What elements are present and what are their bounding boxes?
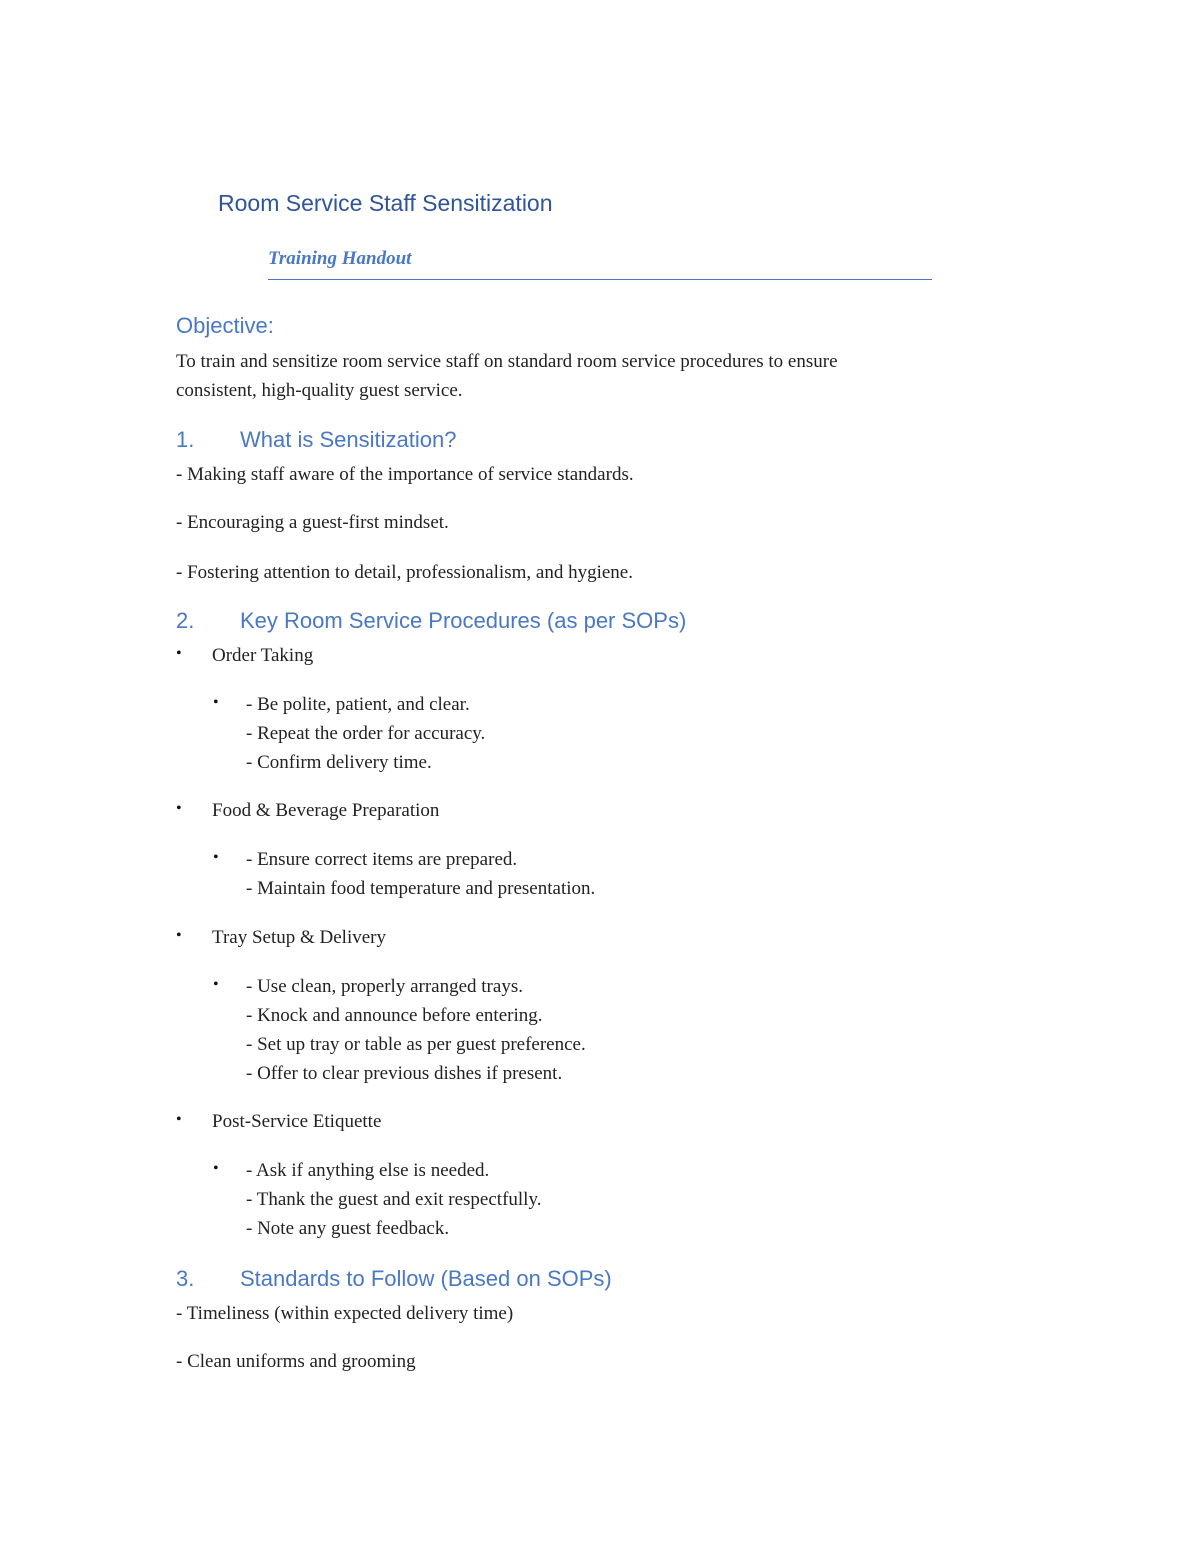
procedure-detail: - Ensure correct items are prepared. — [246, 849, 518, 870]
procedure-label: Order Taking — [212, 645, 314, 666]
procedure-detail: - Repeat the order for accuracy. — [246, 723, 486, 744]
bullet-icon: • — [213, 1160, 219, 1177]
bullet-icon: • — [213, 694, 219, 711]
procedure-detail: - Ask if anything else is needed. — [246, 1160, 490, 1181]
procedure-label: Post-Service Etiquette — [212, 1111, 382, 1132]
objective-heading: Objective: — [176, 313, 274, 338]
procedure-detail: - Maintain food temperature and presentation. — [246, 878, 596, 899]
section-3-item: - Clean uniforms and grooming — [176, 1351, 416, 1372]
procedure-detail: - Set up tray or table as per guest preference. — [246, 1034, 586, 1055]
objective-line-2: consistent, high-quality guest service. — [176, 380, 463, 401]
bullet-icon: • — [213, 976, 219, 993]
section-2-number: 2. — [176, 608, 195, 633]
document-subtitle: Training Handout — [268, 248, 412, 269]
bullet-icon: • — [176, 645, 182, 662]
objective-line-1: To train and sensitize room service staff on standard room service procedures to ensure — [176, 351, 838, 372]
procedure-label: Food & Beverage Preparation — [212, 800, 440, 821]
procedure-label: Tray Setup & Delivery — [212, 927, 386, 948]
bullet-icon: • — [176, 800, 182, 817]
procedure-detail: - Note any guest feedback. — [246, 1218, 450, 1239]
procedure-detail: - Use clean, properly arranged trays. — [246, 976, 523, 997]
section-3-title: Standards to Follow (Based on SOPs) — [240, 1266, 612, 1291]
subtitle-underline — [268, 279, 932, 280]
bullet-icon: • — [213, 849, 219, 866]
document-title: Room Service Staff Sensitization — [218, 190, 553, 216]
section-1-item: - Encouraging a guest-first mindset. — [176, 512, 449, 533]
section-1-title: What is Sensitization? — [240, 427, 457, 452]
section-1-item: - Fostering attention to detail, professionalism, and hygiene. — [176, 562, 633, 583]
procedure-detail: - Offer to clear previous dishes if present. — [246, 1063, 563, 1084]
bullet-icon: • — [176, 927, 182, 944]
procedure-detail: - Confirm delivery time. — [246, 752, 432, 773]
section-2-title: Key Room Service Procedures (as per SOPs) — [240, 608, 687, 633]
section-1-number: 1. — [176, 427, 195, 452]
section-1-item: - Making staff aware of the importance of service standards. — [176, 464, 634, 485]
section-3-item: - Timeliness (within expected delivery time) — [176, 1303, 514, 1324]
procedure-detail: - Knock and announce before entering. — [246, 1005, 543, 1026]
bullet-icon: • — [176, 1111, 182, 1128]
section-3-number: 3. — [176, 1266, 195, 1291]
procedure-detail: - Be polite, patient, and clear. — [246, 694, 470, 715]
procedure-detail: - Thank the guest and exit respectfully. — [246, 1189, 542, 1210]
